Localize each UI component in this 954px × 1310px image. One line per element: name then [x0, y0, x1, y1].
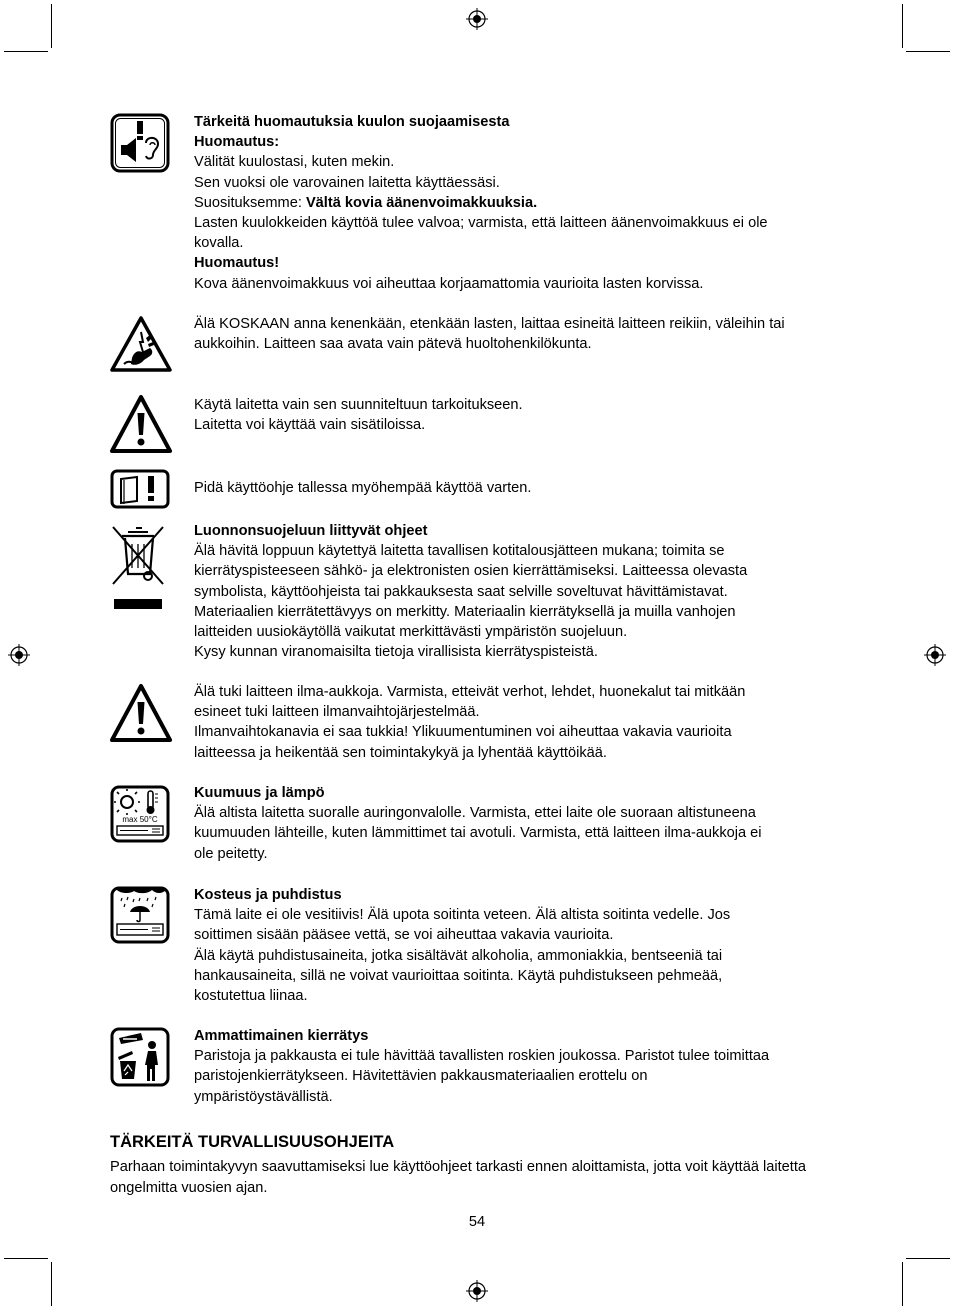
- body-text: hankausaineita, sillä ne voivat vaurioittaa soitinta. Käytä puhdistukseen pehmeää,: [194, 967, 723, 984]
- text-line: [194, 233, 854, 253]
- text-line: [194, 395, 854, 415]
- text-line: [194, 213, 854, 233]
- bold-text: Luonnonsuojeluun liittyvät ohjeet: [194, 523, 428, 539]
- body-text: kovalla.: [194, 235, 244, 252]
- text-line: [194, 274, 854, 294]
- body-text: esineet tuki laitteen ilmanvaihtojärjestelmää.: [194, 704, 480, 721]
- text-line: [194, 521, 854, 541]
- bold-text: Kosteus ja puhdistus: [194, 887, 342, 903]
- body-text: Kova äänenvoimakkuus voi aiheuttaa korjaamattomia vaurioita lasten korvissa.: [194, 275, 704, 292]
- body-text: kostutettua liinaa.: [194, 988, 308, 1005]
- text-line: [194, 415, 854, 435]
- section-text: Parhaan toimintakyvyn saavuttamiseksi lue käyttöohjeet tarkasti ennen aloittamista, jotta voit käyttää laitetta ongelmitta vuosien ajan.: [110, 1159, 806, 1196]
- text-line: [194, 986, 854, 1006]
- body-text: Älä KOSKAAN anna kenenkään, etenkään lasten, laittaa esineitä laitteen reikiin, väleihin tai: [194, 316, 785, 332]
- crop-mark: [51, 4, 52, 48]
- body-text: Tämä laite ei ole vesitiivis! Älä upota soitinta veteen. Älä altista soitinta vedelle. Jos: [194, 907, 731, 924]
- text-line: [194, 885, 854, 905]
- body-text: aukkoihin. Laitteen saa avata vain pätevä huoltohenkilökunta.: [194, 336, 592, 353]
- text-line: [194, 541, 854, 561]
- text-line: [194, 622, 854, 642]
- crop-mark: [4, 51, 48, 52]
- text-line: [194, 905, 854, 925]
- section-title: TÄRKEITÄ TURVALLISUUSOHJEITA: [110, 1133, 395, 1151]
- moisture-cleaning-block: [194, 885, 854, 1006]
- text-line: [194, 783, 854, 803]
- registration-mark-icon: [8, 644, 30, 666]
- text-line: [194, 925, 854, 945]
- body-text: laitteiden uusiokäytöllä vaikutat merkittävästi ympäristön suojeluun.: [194, 624, 628, 641]
- text-line: [194, 152, 854, 172]
- body-text: Sen vuoksi ole varovainen laitetta käyttäessäsi.: [194, 174, 500, 191]
- body-text: Älä altista laitetta suoralle auringonvalolle. Varmista, ettei laite ole suoraan altistuneena: [194, 805, 756, 822]
- text-line: [194, 1026, 854, 1046]
- body-text: Älä tuki laitteen ilma-aukkoja. Varmista, etteivät verhot, lehdet, huonekalut tai mitkään: [194, 684, 746, 700]
- body-text: Materiaalien kierrätettävyys on merkitty. Materiaalin kierrätyksellä ja muilla vanhojen: [194, 603, 736, 620]
- warning-triangle-icon: [110, 684, 172, 742]
- crop-mark: [4, 1258, 48, 1259]
- text-line: [194, 132, 854, 152]
- text-line: [194, 478, 854, 498]
- text-line: [194, 561, 854, 581]
- bold-text: Kuumuus ja lämpö: [194, 785, 325, 801]
- svg-text:max 50°C: max 50°C: [122, 815, 158, 824]
- text-line: [194, 173, 854, 193]
- text-line: [194, 1046, 854, 1066]
- crop-mark: [906, 51, 950, 52]
- body-text: Älä käytä puhdistusaineita, jotka sisältävät alkoholia, ammoniakkia, bentseeniä tai: [194, 947, 723, 964]
- ventilation-block: [194, 682, 854, 763]
- bold-text: Huomautus:: [194, 134, 280, 151]
- environment-block: [194, 521, 854, 662]
- body-text: Suosituksemme:: [194, 194, 306, 211]
- body-text: Käytä laitetta vain sen suunniteltuun tarkoitukseen.: [194, 397, 523, 413]
- body-text: paristojenkierrätykseen. Hävitettävien pakkausmateriaalien erottelu on: [194, 1068, 648, 1085]
- text-line: [194, 803, 854, 823]
- body-text: kierrätyspisteeseen sähkö- ja elektronisten osien kierrättämiseksi. Laitteessa olevasta: [194, 563, 748, 580]
- text-line: [194, 682, 854, 702]
- keep-manual-block: [194, 478, 854, 498]
- body-text: Laitetta voi käyttää vain sisätiloissa.: [194, 417, 426, 434]
- text-line: [194, 582, 854, 602]
- weee-bin-icon: [110, 524, 166, 612]
- registration-mark-icon: [466, 1280, 488, 1302]
- registration-mark-icon: [466, 8, 488, 30]
- body-text: Pidä käyttöohje tallessa myöhempää käyttöä varten.: [194, 480, 532, 496]
- text-line: [194, 844, 854, 864]
- body-text: Ilmanvaihtokanavia ei saa tukkia! Ylikuumentuminen voi aiheuttaa vakavia vaurioita: [194, 724, 732, 741]
- openings-warning-block: [194, 314, 854, 354]
- text-line: [194, 334, 854, 354]
- text-line: [194, 602, 854, 622]
- body-text: ole peitetty.: [194, 845, 268, 862]
- text-line: [194, 642, 854, 662]
- body-text: symbolista, käyttöohjeista tai pakkauksesta saat selville soveltuvat hävittämistavat.: [194, 583, 728, 600]
- hearing-protection-icon: [110, 113, 170, 173]
- moisture-umbrella-icon: [110, 886, 170, 944]
- text-line: [194, 314, 854, 334]
- text-line: [194, 722, 854, 742]
- bold-text: Huomautus!: [194, 255, 280, 272]
- body-text: ympäristöystävällistä.: [194, 1088, 333, 1105]
- text-line: [194, 702, 854, 722]
- text-line: [194, 966, 854, 986]
- body-text: Paristoja ja pakkausta ei tule hävittää tavallisten roskien joukossa. Paristot tulee toimittaa: [194, 1048, 770, 1065]
- bold-text: Ammattimainen kierrätys: [194, 1028, 369, 1044]
- recycling-disposal-icon: [110, 1027, 170, 1087]
- hearing-safety-block: [194, 112, 854, 294]
- heat-block: [194, 783, 854, 864]
- text-line: [194, 743, 854, 763]
- electric-shock-warning-icon: [110, 316, 172, 372]
- crop-mark: [902, 4, 903, 48]
- manual-keep-icon: [110, 469, 170, 509]
- body-text: laitteessa ja heikentää sen toimintakykyä ja lyhentää käyttöikää.: [194, 744, 607, 761]
- text-line: [194, 1087, 854, 1107]
- crop-mark: [902, 1262, 903, 1306]
- intended-use-block: [194, 395, 854, 435]
- text-line: [194, 112, 854, 132]
- warning-triangle-icon: [110, 395, 172, 453]
- text-line: [194, 946, 854, 966]
- crop-mark: [51, 1262, 52, 1306]
- body-text: Lasten kuulokkeiden käyttöä tulee valvoa; varmista, että laitteen äänenvoimakkuus ei ole: [194, 215, 768, 232]
- body-text: Kysy kunnan viranomaisilta tietoja virallisista kierrätyspisteistä.: [194, 644, 598, 661]
- page-number: 54: [468, 1214, 486, 1230]
- bold-text: Tärkeitä huomautuksia kuulon suojaamisesta: [194, 114, 510, 130]
- heat-max-temperature-icon: [110, 785, 170, 843]
- body-text: Älä hävitä loppuun käytettyä laitetta tavallisen kotitalousjätteen mukana; toimita se: [194, 543, 725, 560]
- body-text: kuumuuden lähteille, kuten lämmittimet tai avotuli. Varmista, että laitteen ilma-aukkoja ei: [194, 825, 762, 842]
- text-line: [194, 823, 854, 843]
- recycling-block: [194, 1026, 854, 1107]
- body-text: soittimen sisään pääsee vettä, se voi aiheuttaa vakavia vaurioita.: [194, 927, 614, 944]
- body-text: Välität kuulostasi, kuten mekin.: [194, 154, 395, 171]
- text-line: [194, 193, 854, 213]
- bold-text: Vältä kovia äänenvoimakkuuksia.: [305, 194, 538, 211]
- text-line: [194, 1066, 854, 1086]
- text-line: [194, 253, 854, 273]
- registration-mark-icon: [924, 644, 946, 666]
- crop-mark: [906, 1258, 950, 1259]
